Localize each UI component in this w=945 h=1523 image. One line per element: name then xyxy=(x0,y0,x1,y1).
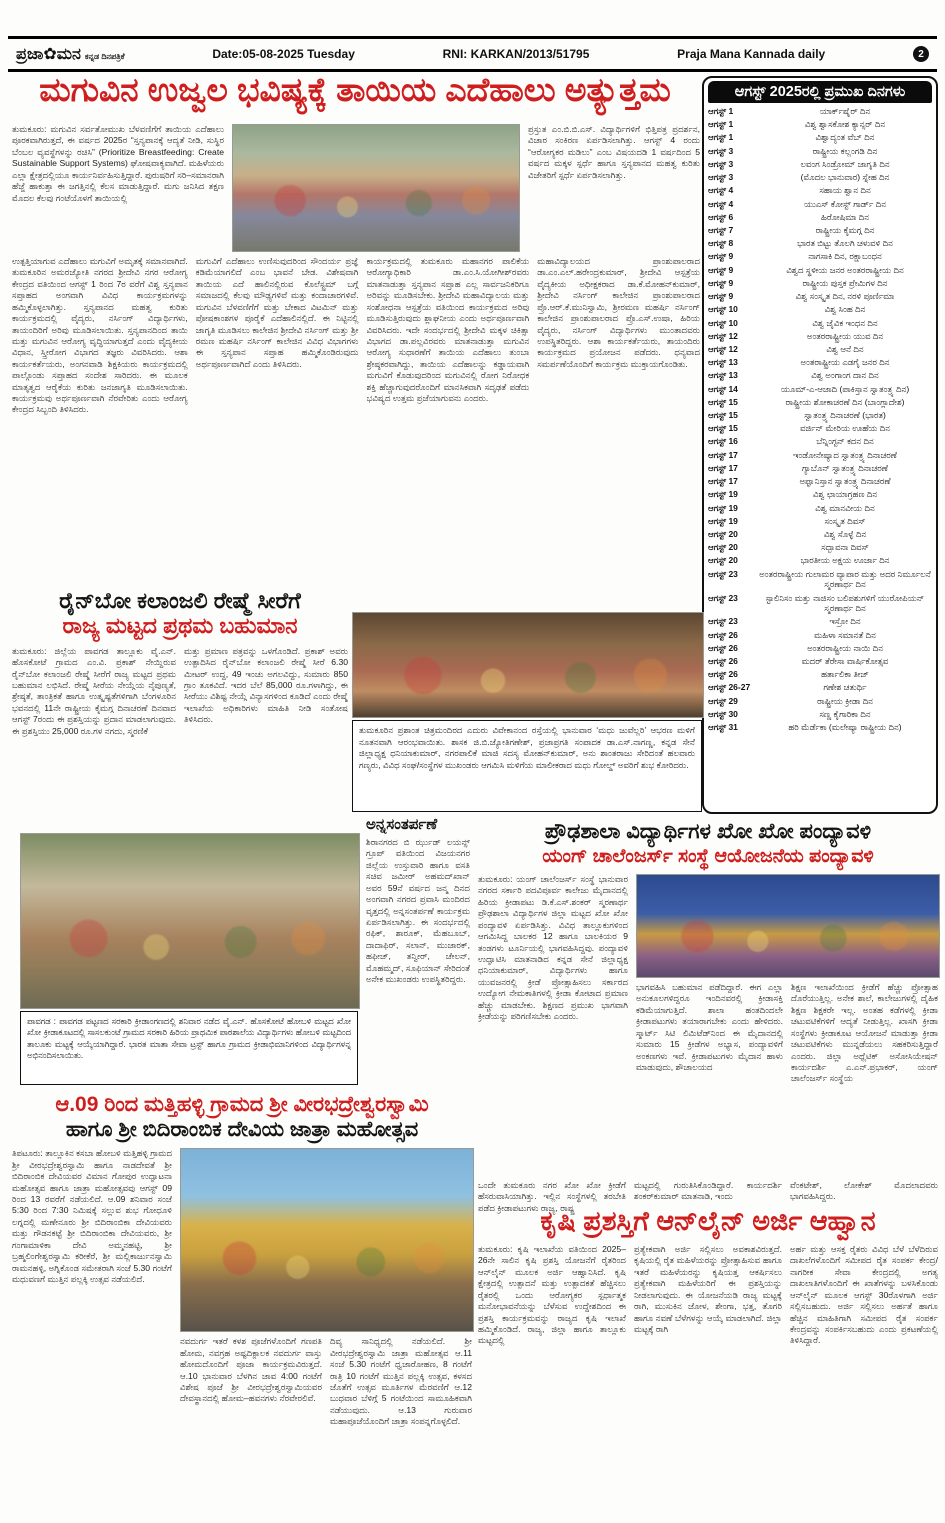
day-date: ಆಗಸ್ಟ್ 20 xyxy=(708,529,738,539)
krishi-column-2: ಪ್ರತ್ಯೇಕವಾಗಿ ಅರ್ಜಿ ಸಲ್ಲಿಸಲು ಅವಕಾಶವಿರುತ್ತದೆ. ಕೃಷಿಯಲ್ಲಿ ರೈತ ಮಹಿಳೆಯರನ್ನು ಪ್ರೋತ್ಸಾಹಿಸುವ ಹಾಗೂ ಇತರೆ ಮಹಿಳೆಯರನ್ನು ಕೃಷಿಯತ್ತ ಆಕರ್ಷಿಸಲು ಪ್ರತ್ಯೇಕವಾಗಿ ಮಹಿಳೆಯರಿಗೆ ಈ ಪ್ರಶಸ್ತಿಯನ್ನು ನೀಡಲಾಗುವುದು. ಈ ಯೋಜನೆಯಡಿ ರಾಜ್ಯ ಮಟ್ಟಕ್ಕೆ ರಾಗಿ, ಮುಸುಕಿನ ಜೋಳ, ಶೇಂಗಾ, ಭತ್ತ, ತೊಗರಿ ಹಾಗೂ ನವಣೆ ಬೆಳೆಗಳನ್ನು ಆಯ್ಕೆ ಮಾಡಲಾಗಿದೆ. ಜಿಲ್ಲಾ ಮಟ್ಟಕ್ಕೆ ರಾಗಿ xyxy=(634,1244,782,1334)
annasantarpane-article xyxy=(366,816,470,1085)
day-date: ಆಗಸ್ಟ್ 10 xyxy=(708,304,738,315)
day-date: ಆಗಸ್ಟ್ 13 xyxy=(708,370,738,381)
sidebar-day-row xyxy=(708,331,932,342)
masthead-date: Date:05-08-2025 Tuesday xyxy=(212,47,355,61)
day-date: ಆಗಸ್ಟ್ 19 xyxy=(708,502,738,513)
day-label: ಹಿರೋಷಿಮಾ ದಿನ xyxy=(821,211,869,222)
sidebar-day-row xyxy=(708,278,932,289)
day-date: ಆಗಸ್ಟ್ 1 xyxy=(708,106,734,116)
day-date: ಆಗಸ್ಟ್ 14 xyxy=(708,383,738,394)
day-label: ವಿಶ್ವಾದ್ಯಂತ ವೆಬ್ ದಿನ xyxy=(815,132,875,143)
sidebar-day-row xyxy=(708,516,932,527)
day-label: ವಿಶ್ವ ಜೈವಿಕ ಇಂಧನ ದಿನ xyxy=(812,317,878,328)
article2-column-2: ಮತ್ತು ಪ್ರಮಾಣ ಪತ್ರವನ್ನು ಒಳಗೊಂಡಿದೆ. ಪ್ರಕಾಶ್ ಅವರು ಉತ್ಪಾದಿಸಿದ ರೈನ್‌ಬೋ ಕಲಾಂಜಲಿ ರೇಷ್ಮೆ ಸೀರೆ 6.30 ಮೀಟರ್ ಉದ್ದ, 49 ಇಂಚು ಅಗಲವಿದ್ದು, ಸುಮಾರು 850 ಗ್ರಾಂ ತೂಕವಿದೆ. ಇದರ ಬೆಲೆ 85,000 ರೂ.ಗಳಾಗಿದ್ದು, ಈ ಸೀರೆಯು ವಿಶಿಷ್ಟ ನೇಯ್ಗೆ ವಿನ್ಯಾಸಗಳಿಂದ ಕೂಡಿದೆ ಎಂದು ರೇಷ್ಮೆ ಇಲಾಖೆಯ ಅಧಿಕಾರಿಗಳು ಮಾಹಿತಿ ನೀಡಿ ಸಂತೋಷ ತಿಳಿಸಿದರು. xyxy=(184,645,348,725)
day-date: ಆಗಸ್ಟ್ 3 xyxy=(708,158,734,169)
day-label: ರಾಷ್ಟ್ರೀಯ ಶೋಕಾಚರಣೆ ದಿನ (ಬಾಂಗ್ಲಾದೇಶ) xyxy=(785,396,905,407)
article1-column-1b: ಉತ್ಪತ್ತಿಯಾಗುವ ಎದೆಹಾಲು ಮಗುವಿಗೆ ಅಮೃತಕ್ಕೆ ಸಮಾನವಾಗಿದೆ. ತುಮಕೂರಿನ ಅಮರಜ್ಯೋತಿ ನಗರದ ಶ್ರೀದೇವಿ ನಗರ ಆರೋಗ್ಯ ಕೇಂದ್ರದ ವತಿಯಿಂದ ಆಗಸ್ಟ್ 1 ರಿಂದ 7ರ ವರೆಗೆ ವಿಶ್ವ ಸ್ತನ್ಯಪಾನ ಸಪ್ತಾಹದ ಅಂಗವಾಗಿ ವಿವಿಧ ಕಾರ್ಯಕ್ರಮಗಳನ್ನು ಹಮ್ಮಿಕೊಳ್ಳಲಾಗಿತ್ತು. ಸ್ತನ್ಯಪಾನದ ಮಹತ್ವ ಕುರಿತು ಕಾರ್ಯಕ್ರಮದಲ್ಲಿ ವೈದ್ಯರು, ನರ್ಸಿಂಗ್ ವಿದ್ಯಾರ್ಥಿಗಳು, ತಾಯಂದಿರಿಗೆ ಅರಿವು ಮೂಡಿಸಲಾಯಿತು. ಸ್ತನ್ಯಪಾನದಿಂದ ತಾಯಿ ಮತ್ತು ಮಗುವಿನ ಆರೋಗ್ಯ ವೃದ್ಧಿಯಾಗುತ್ತದೆ ಎಂದು ವೈದ್ಯಕೀಯ ವಿಧಾನ, ಸ್ತ್ರೀರೋಗ ವಿಭಾಗದ ತಜ್ಞರು ವಿವರಿಸಿದರು. ಆಶಾ ಕಾರ್ಯಕರ್ತೆಯರು, ಅಂಗನವಾಡಿ ಶಿಕ್ಷಕಿಯರು ಕಾರ್ಯಕ್ರಮದಲ್ಲಿ ಪಾಲ್ಗೊಂಡು ಸಪ್ತಾಹದ ಸಂದೇಶ ಸಾರಿದರು. ಈ ಮೂಲಕ ಮಾತೃತ್ವದ ಆರೈಕೆಯ ಕುರಿತು ಜನಜಾಗೃತಿ ಮೂಡಿಸಲಾಯಿತು. ಕಾರ್ಯಕ್ರಮವು ಅರ್ಥಪೂರ್ಣವಾಗಿ ನೆರವೇರಿತು ಎಂದು ಆರೋಗ್ಯ ಕೇಂದ್ರದ ಸಿಬ್ಬಂದಿ ತಿಳಿಸಿದರು. xyxy=(12,256,188,415)
day-date: ಆಗಸ್ಟ್ 10 xyxy=(708,317,738,328)
day-label: ಅಂತರರಾಷ್ಟ್ರೀಯ ಗುಲಾಮರ ವ್ಯಾಪಾರ ಮತ್ತು ಅದರ ನಿರ್ಮೂಲನೆ ಸ್ಮರಣಾರ್ಥ ದಿನ xyxy=(759,568,931,590)
logo-text: ಪ್ರಜಾ✿ಮನ xyxy=(16,46,81,63)
sidebar-day-row xyxy=(708,669,932,680)
article1-column-1a: ತುಮಕೂರು: ಮಗುವಿನ ಸರ್ವತೋಮುಖ ಬೆಳವಣಿಗೆಗೆ ತಾಯಿಯ ಎದೆಹಾಲು ಪೂರಕವಾಗಿರುತ್ತದೆ, ಈ ವರ್ಷದ 2025ರ “ಸ್ತನ್ಯಪಾನಕ್ಕೆ ಆದ್ಯತೆ ನೀಡಿ, ಸುಸ್ಥಿರ ಬೆಂಬಲ ವ್ಯವಸ್ಥೆಗಳನ್ನು ರಚಿಸಿ” (Prioritize Breastfeeding: Create Sustainable Support Systems) ಘೋಷವಾಕ್ಯವಾಗಿದೆ. ಮಹಿಳೆಯರು ಎಲ್ಲಾ ಕ್ಷೇತ್ರದಲ್ಲಿಯೂ ಕಾರ್ಯನಿರ್ವಹಿಸುತ್ತಿದ್ದಾರೆ. ಪುರುಷರಿಗೆ ಸರಿ–ಸಮಾನರಾಗಿ ಹೆಜ್ಜೆ ಹಾಕುತ್ತಾ ಈ ಜಗತ್ತಿನಲ್ಲಿ ಕೆಲಸ ಮಾಡುತ್ತಿದ್ದಾರೆ. ಮಗು ಜನಿಸಿದ ತಕ್ಷಣ ಮೊದಲ ಕೆಲವು ಗಂಟೆಯೊಳಗೆ ತಾಯಿಯಲ್ಲಿ xyxy=(12,124,224,203)
day-date: ಆಗಸ್ಟ್ 19 xyxy=(708,489,738,500)
sidebar-day-row xyxy=(708,476,932,487)
day-label: ಯುಎಸ್ ಕೋಸ್ಟ್ ಗಾರ್ಡ್ ದಿನ xyxy=(804,198,886,209)
day-label: ಭಾರತ ಬಿಟ್ಟು ತೊಲಗಿ ಚಳುವಳಿ ದಿನ xyxy=(797,238,893,249)
day-label: ಸ್ವಾತಂತ್ರ್ಯ ದಿನಾಚರಣೆ (ಭಾರತ) xyxy=(804,410,886,421)
day-date: ಆಗಸ್ಟ್ 7 xyxy=(708,224,734,235)
article1-column-3: ಕಾರ್ಯಕ್ರಮದಲ್ಲಿ ತುಮಕೂರು ಮಹಾನಗರ ಪಾಲಿಕೆಯ ಆರೋಗ್ಯಾಧಿಕಾರಿ ಡಾ.ಎಂ.ಸಿ.ಯೋಗೀಶ್‌ರವರು ಮಾತನಾಡುತ್ತಾ ಸ್ತನ್ಯಪಾನ ಸಪ್ತಾಹ ಎಲ್ಲ ಸಾರ್ವಜನಿಕರಿಗೂ ಅರಿವನ್ನು ಮೂಡಿಸಬೇಕು. ಶ್ರೀದೇವಿ ಮಹಾವಿದ್ಯಾಲಯ ಮತ್ತು ಸಂಶೋಧನಾ ಆಸ್ಪತ್ರೆಯ ವತಿಯಿಂದ ಕಾರ್ಯಕ್ರಮದ ಅರಿವು ಮೂಡಿಸುತ್ತಿರುವುದು ಶ್ಲಾಘನೀಯ ಎಂದು ಅರ್ಥಪೂರ್ಣವಾಗಿ ವಿವರಿಸಿದರು. ಇದೇ ಸಂದರ್ಭದಲ್ಲಿ ಶ್ರೀದೇವಿ ಮಕ್ಕಳ ಚಿಕಿತ್ಸಾ ವಿಭಾಗದ ಡಾ.ಪಲ್ಲವಿರವರು ಮಾತನಾಡುತ್ತಾ ಮಗುವಿನ ಆರೋಗ್ಯ ಸುಧಾರಣೆಗೆ ತಾಯಿಯ ಎದೆಹಾಲು ತುಂಬಾ ಶ್ರೇಷ್ಠಕರವಾಗಿದ್ದು, ತಾಯಿಯ ಎದೆಹಾಲನ್ನು ಕಡ್ಡಾಯವಾಗಿ ಮಗುವಿಗೆ ಕೊಡುವುದರಿಂದ ಮಗುವಿನಲ್ಲಿ ರೋಗ ನಿರೋಧಕ ಶಕ್ತಿ ಹೆಚ್ಚಾಗುವುದರೊಂದಿಗೆ ಮಾನಸಿಕವಾಗಿ ಸದೃಢತೆ ಪಡೆದು ಭವಿಷ್ಯದ ಉತ್ತಮ ಪ್ರಜೆಯಾಗುವನು ಎಂದರು. xyxy=(366,256,530,404)
krishi-column-1: ತುಮಕೂರು: ಕೃಷಿ ಇಲಾಖೆಯ ವತಿಯಿಂದ 2025–26ನೇ ಸಾಲಿನ ಕೃಷಿ ಪ್ರಶಸ್ತಿ ಯೋಜನೆಗೆ ರೈತರಿಂದ ಆನ್‌ಲೈನ್ ಮೂಲಕ ಅರ್ಜಿ ಆಹ್ವಾನಿಸಿದೆ. ಕೃಷಿ ಕ್ಷೇತ್ರದಲ್ಲಿ ಉತ್ಪಾದನೆ ಮತ್ತು ಉತ್ಪಾದಕತೆ ಹೆಚ್ಚಿಸಲು ರೈತರಲ್ಲಿ ಒಂದು ಆರೋಗ್ಯಕರ ಸ್ಪರ್ಧಾತ್ಮಕ ಮನೋಭಾವನೆಯನ್ನು ಬೆಳೆಸುವ ಉದ್ದೇಶದಿಂದ ಈ ಪ್ರಶಸ್ತಿ ಕಾರ್ಯಕ್ರಮವನ್ನು ರಾಜ್ಯದ ಕೃಷಿ ಇಲಾಖೆ ಹಮ್ಮಿಕೊಂಡಿದೆ. ರಾಜ್ಯ, ಜಿಲ್ಲಾ ಹಾಗೂ ತಾಲ್ಲೂಕು ಮಟ್ಟದಲ್ಲಿ xyxy=(478,1244,626,1346)
day-date: ಆಗಸ್ಟ್ 15 xyxy=(708,410,738,421)
day-label: ಸಹಾಯ ಶ್ವಾನ ದಿನ xyxy=(819,185,871,196)
temple-gopuram-photo xyxy=(180,1148,474,1332)
annasantarpane-body: ಶಿರಾನಗರದ ಬಿ ರ್ಝುಡ್ ಲಯನ್ಸ್ ಗ್ರೂಪ್ ವತಿಯಿಂದ ವಿಜಯನಗರ ಜಿಲ್ಲೆಯ ಉಸ್ತುವಾರಿ ಹಾಗೂ ವಸತಿ ಸಚಿವ ಜಮೀರ್ ಅಹಮದ್‌ಖಾನ್ ಅವರ 59ನೆ ವರ್ಷದ ಜನ್ಮ ದಿನದ ಅಂಗವಾಗಿ ನಗರದ ಪ್ರವಾಸಿ ಮಂದಿರದ ವೃತ್ತದಲ್ಲಿ ಅನ್ನಸಂತರ್ಪಣೆ ಕಾರ್ಯಕ್ರಮ ಏರ್ಪಡಿಸಲಾಗಿತ್ತು. ಈ ಸಂದರ್ಭದಲ್ಲಿ ರಫಿಕ್, ಶಾರೂಕ್, ಮೆಹಬೂಬ್, ದಾದಾಫಿರ್, ಸಲಾನ್, ಮುಜಾರಕ್, ಹಫೀಜ್, ತನ್ವೀರ್, ಚೇಲನ್, ಮೊಹಮ್ಮದ್, ಸೂಫಿಯಾನ್ ಸೇರಿದಂತೆ ಅನೇಕ ಮುಖಂಡರು ಉಪಸ್ಥಿತರಿದ್ದರು. xyxy=(366,837,470,985)
annasantarpane-headline: ಅನ್ನಸಂತರ್ಪಣೆ xyxy=(366,816,438,833)
sidebar-day-row xyxy=(708,529,932,540)
krishi-article xyxy=(478,1206,938,1500)
article1-column-2: ಮಗುವಿಗೆ ಎದೆಹಾಲು ಉಣಿಸುವುದರಿಂದ ಸೌಂದರ್ಯ ಪ್ರಜ್ಞೆ ಕಡಿಮೆಯಾಗಲಿದೆ ಎಂಬ ಭಾವನೆ ಬೇಡ. ವಿಶೇಷವಾಗಿ ತಾಯಿಯ ಎದೆ ಹಾಲಿನಲ್ಲಿರುವ ಕೊಲೆಸ್ಟ್ರಮ್ ಬಗ್ಗೆ ಸಮಾಜದಲ್ಲಿ ಕೆಲವು ಮೌಢ್ಯಗಳಿವೆ ಮತ್ತು ಕಂದಾಚಾರಗಳಿವೆ. ಮಗುವಿನ ಬೆಳವಣಿಗೆಗೆ ಮತ್ತು ಬೇಕಾದ ವಿಟಮಿನ್ ಮತ್ತು ಪೋಷಕಾಂಶಗಳ ಪೂರೈಕೆ ಎದೆಹಾಲಿನಲ್ಲಿದೆ. ಈ ನಿಟ್ಟಿನಲ್ಲಿ ಜಾಗೃತಿ ಮೂಡಿಸಲು ಕಾಲೇಜಿನ ಶ್ರೀದೇವಿ ನರ್ಸಿಂಗ್ ಮತ್ತು ಶ್ರೀ ರಮಣ ಮಹರ್ಷಿ ನರ್ಸಿಂಗ್ ಕಾಲೇಜಿನ ವಿವಿಧ ವಿಭಾಗಗಳು ಈ ಸ್ತನ್ಯಪಾನ ಸಪ್ತಾಹ ಹಮ್ಮಿಕೊಂಡಿರುವುದು ಅರ್ಥಪೂರ್ಣವಾಗಿದೆ ಎಂದು ತಿಳಿಸಿದರು. xyxy=(195,256,359,369)
day-date: ಆಗಸ್ಟ್ 13 xyxy=(708,357,738,368)
khokho-subheadline: ಯಂಗ್ ಚಾಲೆಂಜರ್ಸ್ ಸಂಸ್ಥೆ ಆಯೋಜನೆಯ ಪಂದ್ಯಾವಳಿ xyxy=(542,846,874,867)
day-date: ಆಗಸ್ಟ್ 6 xyxy=(708,211,734,222)
day-label: ಇಸ್ರೋ ದಿನ xyxy=(829,616,861,627)
day-label: ವಿಶ್ವ ಆನೆ ದಿನ xyxy=(826,343,864,354)
day-date: ಆಗಸ್ಟ್ 26 xyxy=(708,656,738,666)
jewelry-news-block xyxy=(352,612,702,812)
day-label: ಅಂತರಾಷ್ಟ್ರೀಯ ಎಡಗೈ ಜನರ ದಿನ xyxy=(800,357,890,368)
article2-headline-line2: ರಾಜ್ಯ ಮಟ್ಟದ ಪ್ರಥಮ ಬಹುಮಾನ xyxy=(62,613,298,639)
day-label: ವಿಶ್ವ ಸೊಳ್ಳೆ ದಿನ xyxy=(823,529,867,539)
sidebar-day-row xyxy=(708,318,932,329)
sidebar-day-row xyxy=(708,463,932,474)
article1-top-row xyxy=(12,124,700,250)
day-date: ಆಗಸ್ಟ್ 9 xyxy=(708,277,734,288)
sidebar-day-row xyxy=(708,238,932,249)
jatra-column-1: ತಿಪಟೂರು: ತಾಲ್ಲೂಕಿನ ಕಸಬಾ ಹೋಬಳಿ ಮತ್ತಿಹಳ್ಳಿ ಗ್ರಾಮದ ಶ್ರೀ ವೀರಭದ್ರೇಶ್ವರಸ್ವಾಮಿ ಹಾಗೂ ನಾಡದೇವತೆ ಶ್ರೀ ಬಿದಿರಾಂಬಿಕ ದೇವಿಯವರ ವಿಮಾನ ಗೋಪುರ ಉದ್ಘಾಟನಾ ಮಹೋತ್ಸವ ಹಾಗೂ ಜಾತ್ರಾ ಮಹೋತ್ಸವವು ಆಗಸ್ಟ್ 09 ರಿಂದ 13 ರವರೆಗೆ ನಡೆಯಲಿದೆ. ಆ.09 ಶನಿವಾರ ಸಂಜೆ 5:30 ರಿಂದ 7:30 ನಿಮಿಷಕ್ಕೆ ಸಲ್ಲುವ ಶುಭ ಗೋಧೂಳಿ ಲಗ್ನದಲ್ಲಿ ಮಣೇನೂರು ಶ್ರೀ ಬಿದಿರಾಂಬಿಕಾ ದೇವಿಯವರು ಮತ್ತು ಗೌಡನಕಟ್ಟೆ ಶ್ರೀ ಬಿದಿರಾಂಬಿಕಾ ದೇವಿಯವರು, ಶ್ರೀ ಗಂಗಾಮಾಳಿಕಾ ದೇವಿ ಅಮ್ಮನಹಟ್ಟಿ, ಶ್ರೀ ಬ್ರಹ್ಮಲಿಂಗೇಶ್ವರಸ್ವಾಮಿ ಕರೀಕೆರೆ, ಶ್ರೀ ಮಲ್ಲಿಕಾರ್ಜುನಸ್ವಾಮಿ ರಾಮನಹಳ್ಳಿ, ಅಗ್ನಿಕೊಂಡ ಸಮೇತರಾಗಿ ಸಂಜೆ 5.30 ಗಂಟೆಗೆ ಮಧುವಣಗೆ ಮುತ್ತಿನ ಪಲ್ಲಕ್ಕಿ ಉತ್ಸವ ನಡೆಯಲಿದೆ. xyxy=(12,1148,172,1285)
sidebar-day-row xyxy=(708,185,932,196)
day-label: ನಾಗಸಾಕಿ ದಿನ, ರಕ್ಷಾಬಂಧನ xyxy=(808,251,882,262)
khokho-column-3: ಶಿಕ್ಷಣ ಇಲಾಖೆಯಿಂದ ಕ್ರೀಡೆಗೆ ಹೆಚ್ಚು ಪ್ರೋತ್ಸಾಹ ದೊರೆಯುತ್ತಿಲ್ಲ. ಅನೇಕ ಶಾಲೆ, ಕಾಲೇಜುಗಳಲ್ಲಿ ದೈಹಿಕ ಶಿಕ್ಷಣ ಶಿಕ್ಷಕರೇ ಇಲ್ಲ. ಅಂತಹ ಕಡೆಗಳಲ್ಲಿ ಕ್ರೀಡಾ ಚಟುವಟಿಕೆಗಳಿಗೆ ಆದ್ಯತೆ ನೀಡುತ್ತಿಲ್ಲ. ಖಾಸಗಿ ಕ್ರೀಡಾ ಸಂಸ್ಥೆಗಳು ಕ್ರೀಡಾಕೂಟ ಆಯೋಜನೆ ಮಾಡುತ್ತಾ ಕ್ರೀಡಾ ಚಟುವಟಿಕೆಗಳು ಮುನ್ನಡೆಯಲು ಸಹಕರಿಸುತ್ತಿದ್ದಾರೆ ಎಂದರು. ಜಿಲ್ಲಾ ಅಥ್ಲೆಟಿಕ್ ಅಸೋಸಿಯೇಷನ್ ಕಾರ್ಯದರ್ಶಿ ಎ.ಎನ್.ಪ್ರಭಾಕರ್, ಯಂಗ್ ಚಾಲೆಂಜರ್ಸ್ ಸಂಸ್ಥೆಯ xyxy=(791,982,938,1084)
masthead-paper-name: Praja Mana Kannada daily xyxy=(677,47,826,61)
sidebar-day-row xyxy=(708,304,932,315)
day-label: ಅಂತರರಾಷ್ಟ್ರೀಯ ಯುವ ದಿನ xyxy=(806,330,884,341)
article2-column-1: ತುಮಕೂರು: ಜಿಲ್ಲೆಯ ಪಾವಗಡ ತಾಲ್ಲೂಕು ವೈ.ಎನ್. ಹೊಸಕೋಟೆ ಗ್ರಾಮದ ಎಂ.ವಿ. ಪ್ರಕಾಶ್ ನೇಯ್ದಿರುವ ರೈನ್‌ಬೋ ಕಲಾಂಜಲಿ ರೇಷ್ಮೆ ಸೀರೆಗೆ ರಾಜ್ಯ ಮಟ್ಟದ ಪ್ರಥಮ ಬಹುಮಾನ ಲಭಿಸಿದೆ. ರೇಷ್ಮೆ ಸೀರೆಯ ನೇಯ್ಗೆಯ ನೈಪುಣ್ಯತೆ, ಶ್ರೇಷ್ಠತೆ, ತಾಂತ್ರಿಕತೆ ಹಾಗೂ ಉತ್ಕೃಷ್ಟತೆಗಳಿಗಾಗಿ ಬೆಂಗಳೂರಿನ ಭವನದಲ್ಲಿ 11ನೇ ರಾಷ್ಟ್ರೀಯ ಕೈಮಗ್ಗ ದಿನಾಚರಣೆ ದಿನವಾದ ಆಗಸ್ಟ್ 7ರಂದು ಈ ಪ್ರಶಸ್ತಿಯನ್ನು ಪ್ರದಾನ ಮಾಡಲಾಗುವುದು. ಈ ಪ್ರಶಸ್ತಿಯು 25,000 ರೂ.ಗಳ ನಗದು, ಸ್ಮರಣಿಕೆ xyxy=(12,645,176,736)
jatra-article xyxy=(12,1092,472,1492)
sidebar-day-row xyxy=(708,410,932,421)
page-number-badge: 2 xyxy=(913,46,929,62)
day-label: ರಾಷ್ಟ್ರೀಯ ಪುಸ್ತಕ ಪ್ರೇಮಿಗಳ ದಿನ xyxy=(802,277,888,288)
day-label: ಹರ್ತಾಲಿಕಾ ತೀಜ್ xyxy=(821,669,869,680)
masthead-rni: RNI: KARKAN/2013/51795 xyxy=(442,47,590,61)
students-photo-caption: ಪಾವಗಡ : ಪಾವಗಡ ಪಟ್ಟಣದ ಸರಕಾರಿ ಕ್ರೀಡಾಂಗಣದಲ್ಲಿ ಶನಿವಾರ ನಡೆದ ವೈ.ಎನ್. ಹೊಸಕೋಟೆ ಹೋಬಳಿ ಮಟ್ಟದ ಖೋ ಖೋ ಕ್ರೀಡಾಕೂಟದಲ್ಲಿ ಸಾಸಲಕುಂಟೆ ಗ್ರಾಮದ ಸರಕಾರಿ ಹಿರಿಯ ಪ್ರಾಥಮಿಕ ಪಾಠಶಾಲೆಯ ವಿದ್ಯಾರ್ಥಿಗಳು ಹೋಬಳಿ ಮಟ್ಟದಿಂದ ತಾಲೂಕು ಮಟ್ಟಕ್ಕೆ ಆಯ್ಕೆಯಾಗಿದ್ದಾರೆ. ಭಾರತ ಮಾತಾ ಸೇವಾ ಟ್ರಸ್ಟ್ ಹಾಗೂ ಗ್ರಾಮದ ಕ್ರೀಡಾಭಿಮಾನಿಗಳಿಂದ ವಿದ್ಯಾರ್ಥಿಗಳನ್ನ ಅಭಿನಂದಿಸಲಾಯಿತು. xyxy=(20,1011,358,1085)
sidebar-day-row xyxy=(708,423,932,434)
day-date: ಆಗಸ್ಟ್ 4 xyxy=(708,198,734,209)
day-label: ಲವಂಗ ಸಿಂಡ್ರೋಮ್ ಜಾಗೃತಿ ದಿನ xyxy=(800,158,890,169)
sidebar-day-row xyxy=(708,709,932,720)
day-date: ಆಗಸ್ಟ್ 12 xyxy=(708,343,738,354)
sidebar-day-row xyxy=(708,593,932,614)
sidebar-day-row xyxy=(708,450,932,461)
khokho-tail-1: ಒಂದೇ ತುಮಕೂರು ನಗರ ಖೋ ಖೋ ಕ್ರೀಡೆಗೆ ಹೆಸರುವಾಸಿಯಾಗಿತ್ತು. ಇಲ್ಲಿನ ಸಂಸ್ಥೆಗಳಲ್ಲಿ ತರಬೇತಿ ಪಡೆದ ಕ್ರೀಡಾಪಟುಗಳು ರಾಜ್ಯ, ರಾಷ್ಟ್ರ xyxy=(478,1180,626,1213)
article2-saree xyxy=(12,588,348,810)
khokho-column-1: ತುಮಕೂರು: ಯಂಗ್ ಚಾಲೆಂಜರ್ಸ್ ಸಂಸ್ಥೆ ಭಾನುವಾರ ನಗರದ ಸರ್ಕಾರಿ ಪದವಿಪೂರ್ವ ಕಾಲೇಜು ಮೈದಾನದಲ್ಲಿ ಹಿರಿಯ ಕ್ರೀಡಾಪಟು ಡಿ.ಕೆ.ಎಸ್.ಶಂಕರ್ ಸ್ಮರಣಾರ್ಥ ಪ್ರೌಢಶಾಲಾ ವಿದ್ಯಾರ್ಥಿಗಳ ಜಿಲ್ಲಾ ಮಟ್ಟದ ಖೋ ಖೋ ಪಂದ್ಯಾವಳಿ ಏರ್ಪಡಿಸಿತ್ತು. ವಿವಿಧ ತಾಲ್ಲೂಕುಗಳಿಂದ ಆಗಮಿಸಿದ್ದ ಬಾಲಕರ 12 ಹಾಗೂ ಬಾಲಕಿಯರ 9 ತಂಡಗಳು ಟೂರ್ನಿಯಲ್ಲಿ ಭಾಗವಹಿಸಿದ್ದವು. ಪಂದ್ಯಾವಳಿ ಉದ್ಘಾಟಿಸಿ ಮಾತನಾಡಿದ ಕನ್ನಡ ಸೇನೆ ಜಿಲ್ಲಾಧ್ಯಕ್ಷ ಧನಿಯಾಕುಮಾರ್, ವಿದ್ಯಾರ್ಥಿಗಳು ಹಾಗೂ ಯುವಜನರಲ್ಲಿ ಕ್ರೀಡೆ ಪ್ರೋತ್ಸಾಹಿಸಲು ಸರ್ಕಾರದ ಉದ್ಯೋಗ ನೇಮಕಾತಿಗಳಲ್ಲಿ ಕ್ರೀಡಾ ಕೋಟಾದ ಪ್ರಮಾಣ ಹೆಚ್ಚು ಮಾಡಬೇಕು. ಶಿಕ್ಷಣದ ಪ್ರಮುಖ ಭಾಗವಾಗಿ ಕ್ರೀಡೆಯನ್ನು ಪರಿಗಣಿಸಬೇಕು ಎಂದರು. xyxy=(478,874,628,1022)
day-label: ರಾಷ್ಟ್ರೀಯ ಕಲ್ಲಂಗಡಿ ದಿನ xyxy=(812,145,878,156)
khokho-tail-3: ವೆಂಕಟೇಶ್, ಲೋಕೇಶ್ ಮೊದಲಾದವರು ಭಾಗವಹಿಸಿದ್ದರು. xyxy=(790,1180,938,1202)
day-date: ಆಗಸ್ಟ್ 9 xyxy=(708,264,734,275)
sidebar-day-row xyxy=(708,569,932,590)
day-date: ಆಗಸ್ಟ್ 9 xyxy=(708,291,734,302)
logo-subtext: ಕನ್ನಡ ದಿನಪತ್ರಿಕೆ xyxy=(84,52,125,61)
krishi-column-3: ಅರ್ಹ ಮತ್ತು ಆಸಕ್ತ ರೈತರು ವಿವಿಧ ಬೆಳೆ ಬೆಳೆದಿರುವ ದಾಖಲೆಗಳೊಂದಿಗೆ ಸಮೀಪದ ರೈತ ಸಂಪರ್ಕ ಕೇಂದ್ರ/ ನಾಗರೀಕ ಸೇವಾ ಕೇಂದ್ರದಲ್ಲಿ ಅಗತ್ಯ ದಾಖಲಾತಿಗಳೊಂದಿಗೆ ಈ ಖಾತೆಗಳನ್ನು ಬಳಸಿಕೊಂಡು ಆನ್‌ಲೈನ್ ಮೂಲಕ ಆಗಸ್ಟ್ 30ರೊಳಗಾಗಿ ಅರ್ಜಿ ಸಲ್ಲಿಸಬಹುದು. ಅರ್ಜಿ ಸಲ್ಲಿಸಲು ಅರ್ಹತೆ ಹಾಗೂ ಹೆಚ್ಚಿನ ಮಾಹಿತಿಗಾಗಿ ಸಮೀಪದ ರೈತ ಸಂಪರ್ಕ ಕೇಂದ್ರವನ್ನು ಸಂಪರ್ಕಿಸಬಹುದು ಎಂದು ಪ್ರಕಟಣೆಯಲ್ಲಿ ತಿಳಿಸಿದ್ದಾರೆ. xyxy=(790,1244,938,1346)
day-date: ಆಗಸ್ಟ್ 30 xyxy=(708,708,738,719)
day-label: ಸಂಸ್ಕೃತ ದಿವಸ್ xyxy=(824,515,866,526)
day-label: ಮಹಿಳಾ ಸಮಾನತೆ ದಿನ xyxy=(814,629,876,640)
day-label: ವಿಶ್ವ ಅಂಗಾಂಗ ದಾನ ದಿನ xyxy=(811,370,879,381)
day-label: ರಾಷ್ಟ್ರೀಯ ಕೈಮಗ್ಗ ದಿನ xyxy=(815,224,875,235)
students-group-photo xyxy=(20,833,360,1009)
important-days-sidebar xyxy=(702,76,938,814)
day-date: ಆಗಸ್ಟ್ 26-27 xyxy=(708,682,751,693)
day-label: ವಿಶ್ವ ಸಿಂಹ ದಿನ xyxy=(824,304,866,315)
day-label: ಸದ್ಭಾವನಾ ದಿವಸ್ xyxy=(821,542,869,553)
day-date: ಆಗಸ್ಟ್ 1 xyxy=(708,119,734,130)
main-headline: ಮಗುವಿನ ಉಜ್ವಲ ಭವಿಷ್ಯಕ್ಕೆ ತಾಯಿಯ ಎದೆಹಾಲು ಅತ್ಯುತ್ತಮ xyxy=(39,71,671,108)
sidebar-day-row xyxy=(708,643,932,654)
day-date: ಆಗಸ್ಟ್ 15 xyxy=(708,423,738,434)
day-label: ವರ್ಜಿನ್ ಮೇರಿಯ ಊಹೆಯ ದಿನ xyxy=(800,423,890,434)
sidebar-day-row xyxy=(708,225,932,236)
day-date: ಆಗಸ್ಟ್ 23 xyxy=(708,592,738,603)
jewelry-shop-opening-photo xyxy=(352,612,704,718)
sidebar-day-row xyxy=(708,555,932,566)
sidebar-day-row xyxy=(708,119,932,130)
sidebar-day-row xyxy=(708,696,932,707)
day-label: ಹರಿ ಮೆರ್ಡೆಕಾ (ಮಲೇಷ್ಯಾ ರಾಷ್ಟ್ರೀಯ ದಿನ) xyxy=(788,722,902,733)
article2-headline-line1: ರೈನ್‌ಬೋ ಕಲಾಂಜಲಿ ರೇಷ್ಮೆ ಸೀರೆಗೆ xyxy=(59,588,301,613)
day-date: ಆಗಸ್ಟ್ 26 xyxy=(708,669,738,680)
sidebar-day-row xyxy=(708,159,932,170)
day-label: ಬೆನ್ನಿಂಗ್ಟನ್ ಕದನ ದಿನ xyxy=(816,436,874,447)
jatra-column-2: ನವದುರ್ಗ ಇತರೆ ಕಳಶ ಪೂಜೆಗಳೊಂದಿಗೆ ಗಣಪತಿ ಹೋಮ, ನವಗ್ರಹ ಅಷ್ಟದಿಕ್ಪಾಲಕ ನವದುರ್ಗ ವಾಸ್ತು ಹೋಮದೊಂದಿಗೆ ಪೂಜಾ ಕಾರ್ಯಕ್ರಮವಿರುತ್ತದೆ. ಆ.10 ಭಾನುವಾರ ಬೆಳಗಿನ ಜಾವ 4:00 ಗಂಟೆಗೆ ವಿಶೇಷ ಪೂಜೆ ಶ್ರೀ ವೀರಭದ್ರೇಶ್ವರಸ್ವಾಮಿಯವರ ದೇವಸ್ಥಾನದಲ್ಲಿ ಹೋಮ–ಹವನಗಳು ನೆರವೇರಲಿವೆ. xyxy=(180,1336,322,1404)
day-date: ಆಗಸ್ಟ್ 19 xyxy=(708,515,738,526)
sidebar-day-row xyxy=(708,370,932,381)
day-label: ಗ್ಯಾಬೊನ್ ಸ್ವಾತಂತ್ರ್ಯ ದಿನಾಚರಣೆ xyxy=(802,462,888,473)
sidebar-day-row xyxy=(708,146,932,157)
day-date: ಆಗಸ್ಟ್ 3 xyxy=(708,145,734,156)
kho-kho-winners-block xyxy=(20,833,358,1085)
day-label: ವಿಶ್ವ ಸಂಸ್ಕೃತ ದಿನ, ನರಳಿ ಪೂರ್ಣಿಮಾ xyxy=(795,291,895,302)
sidebar-day-row xyxy=(708,682,932,693)
day-date: ಆಗಸ್ಟ್ 20 xyxy=(708,542,738,553)
day-date: ಆಗಸ್ಟ್ 4 xyxy=(708,185,734,196)
day-date: ಆಗಸ್ಟ್ 20 xyxy=(708,555,738,566)
jewelry-photo-caption: ತುಮಕೂರಿನ ಪ್ರಶಾಂತ ಚಿತ್ರಮಂದಿರದ ಎದುರು ವಿವೇಕಾನಂದ ರಸ್ತೆಯಲ್ಲಿ ಭಾನುವಾರ ‘ಮಧು ಜುವೆಲ್ಲರಿ’ ಆಭರಣ ಮಳಿಗೆ ನೂತನವಾಗಿ ಆರಂಭವಾಯಿತು. ಶಾಸಕ ಜಿ.ಬಿ.ಜ್ಯೋತಿಗಣೇಶ್, ಪ್ರಜಾಪ್ರಗತಿ ಸಂಪಾದಕ ಡಾ.ಎಸ್.ನಾಗಣ್ಣ, ಕನ್ನಡ ಸೇನೆ ಜಿಲ್ಲಾಧ್ಯಕ್ಷ ಧನಿಯಾಕುಮಾರ್, ನಗರಪಾಲಿಕೆ ಮಾಜಿ ಸದಸ್ಯ ಮೋಹನ್‌ಕುಮಾರ್, ಅನು ಶಾಂತರಾಜು ಸೇರಿದಂತೆ ಹಲವಾರು ಗಣ್ಯರು, ವಿವಿಧ ಸಂಘ/ಸಂಸ್ಥೆಗಳ ಮುಖಂಡರು ಆಗಮಿಸಿ ಮಳಿಗೆಯ ಮಾಲೀಕರಾದ ಮಧು ಗೋಲ್ಡ್ ಅವರಿಗೆ ಶುಭ ಕೋರಿದರು. xyxy=(352,720,702,812)
day-label: ವಿಶ್ವ ಛಾಯಾಗ್ರಹಣ ದಿನ xyxy=(812,489,878,500)
article1-bottom-row xyxy=(12,256,700,582)
jatra-column-3: ದಿವ್ಯ ಸಾನಿಧ್ಯದಲ್ಲಿ ನಡೆಯಲಿದೆ. ಶ್ರೀ ವೀರಭದ್ರೇಶ್ವರಸ್ವಾಮಿ ಜಾತ್ರಾ ಮಹೋತ್ಸವ ಆ.11 ಸಂಜೆ 5.30 ಗಂಟೆಗೆ ಧ್ವಜಾರೋಹಣ, 8 ಗಂಟೆಗೆ ರಾತ್ರಿ 10 ಗಂಟೆಗೆ ಮುತ್ತಿನ ಪಲ್ಲಕ್ಕಿ ಉತ್ಸವ, ಕಳಸದ ಜೊತೆಗೆ ಉತ್ಸವ ಮೂರ್ತಿಗಳ ಮೆರವಣಿಗೆ ಆ.12 ಬುಧವಾರ ಬೆಳಿಗ್ಗೆ 5 ಗಂಟೆಯಿಂದ ಸಾಮೂಹಿಕವಾಗಿ ನಡೆಯುವುದು. ಆ.13 ಗುರುವಾರ ಮಹಾಪೂಜೆಯೊಂದಿಗೆ ಜಾತ್ರಾ ಸಂಪನ್ನಗೊಳ್ಳಲಿದೆ. xyxy=(330,1336,472,1427)
day-label: (ಮೊದಲ ಭಾನುವಾರ) ಸ್ನೇಹ ದಿನ xyxy=(800,172,890,183)
khokho-tail-2: ಮಟ್ಟದಲ್ಲಿ ಗುರುತಿಸಿಕೊಂಡಿದ್ದಾರೆ. ಕಾರ್ಯದರ್ಶಿ ಶಂಕರ್‌ಕುಮಾರ್ ಮಾತನಾಡಿ, ಇಂದು xyxy=(634,1180,782,1202)
day-date: ಆಗಸ್ಟ್ 26 xyxy=(708,629,738,640)
day-date: ಆಗಸ್ಟ್ 15 xyxy=(708,396,738,407)
sidebar-day-row xyxy=(708,630,932,641)
article1-column-4a: ಪ್ರಸ್ತುತ ಎಂ.ಬಿ.ಬಿ.ಎಸ್. ವಿದ್ಯಾರ್ಥಿಗಳಿಗೆ ಭಿತ್ತಿಪತ್ರ ಪ್ರದರ್ಶನ, ವಿಚಾರ ಸಂಕಿರಣ ಏರ್ಪಡಿಸಲಾಗಿತ್ತು. ಆಗಸ್ಟ್ 4 ರಂದು “ಆರೋಗ್ಯಕರ ಮಡಿಲು” ಎಂಬ ವಿಷಯದಡಿ 1 ವರ್ಷದಿಂದ 5 ವರ್ಷದ ಮಕ್ಕಳ ಸ್ಪರ್ಧೆ ಹಾಗೂ ಸ್ತನ್ಯಪಾನದ ಮಹತ್ವ ಕುರಿತು ವಿಜೇತರಿಗೆ ಸ್ಪರ್ಧೆ ಏರ್ಪಡಿಸಲಾಗಿತ್ತು. xyxy=(528,124,700,180)
day-date: ಆಗಸ್ಟ್ 9 xyxy=(708,251,734,262)
sidebar-day-row xyxy=(708,251,932,262)
sidebar-day-row xyxy=(708,436,932,447)
day-label: ರಾಷ್ಟ್ರೀಯ ಕ್ರೀಡಾ ದಿನ xyxy=(817,695,873,706)
day-date: ಆಗಸ್ಟ್ 17 xyxy=(708,476,738,487)
day-label: ಮದರ್ ತೆರೇಸಾ ವಾರ್ಷಿಕೋತ್ಸವ xyxy=(801,656,889,666)
sidebar-day-row xyxy=(708,199,932,210)
day-label: ವಿಶ್ವದ ಸ್ಥಳೀಯ ಜನರ ಅಂತರರಾಷ್ಟ್ರೀಯ ದಿನ xyxy=(786,264,904,275)
sidebar-title: ಆಗಸ್ಟ್ 2025ರಲ್ಲಿ ಪ್ರಮುಖ ದಿನಗಳು xyxy=(708,81,932,103)
article1-column-4b: ಮಹಾವಿದ್ಯಾಲಯದ ಪ್ರಾಂಶುಪಾಲರಾದ ಡಾ.ಎಂ.ಎಲ್.ಹರೇಂದ್ರಕುಮಾರ್, ಶ್ರೀದೇವಿ ಆಸ್ಪತ್ರೆಯ ವೈದ್ಯಕೀಯ ಅಧೀಕ್ಷಕರಾದ ಡಾ.ಕೆ.ಮೋಹನ್‌ಕುಮಾರ್, ಶ್ರೀದೇವಿ ನರ್ಸಿಂಗ್ ಕಾಲೇಜಿನ ಪ್ರಾಂಶುಪಾಲರಾದ ಪ್ರೊ.ಆರ್.ಕೆ.ಮುನಿಸ್ವಾಮಿ, ಶ್ರೀರಮಣ ಮಹರ್ಷಿ ನರ್ಸಿಂಗ್ ಕಾಲೇಜಿನ ಪ್ರಾಂಶುಪಾಲರಾದ ಪ್ರೊ.ಎಸ್.ಉಷಾ, ಹಿರಿಯ ವೈದ್ಯರು, ನರ್ಸಿಂಗ್ ವಿದ್ಯಾರ್ಥಿಗಳು ಮುಂತಾದವರು ಉಪಸ್ಥಿತರಿದ್ದರು. ಆಶಾ ಕಾರ್ಯಕರ್ತೆಯರು, ತಾಯಂದಿರು ಕಾರ್ಯಕ್ರಮದ ಪ್ರಯೋಜನ ಪಡೆದರು. ಧನ್ಯವಾದ ಸಮರ್ಪಣೆಯೊಂದಿಗೆ ಕಾರ್ಯಕ್ರಮ ಮುಕ್ತಾಯಗೊಂಡಿತು. xyxy=(537,256,701,369)
khokho-stage-photo xyxy=(636,874,940,978)
day-date: ಆಗಸ್ಟ್ 3 xyxy=(708,172,734,183)
day-date: ಆಗಸ್ಟ್ 12 xyxy=(708,330,738,341)
day-label: ಅಂತರರಾಷ್ಟ್ರೀಯ ನಾಯಿ ದಿನ xyxy=(807,642,883,653)
sidebar-day-row xyxy=(708,503,932,514)
krishi-headline: ಕೃಷಿ ಪ್ರಶಸ್ತಿಗೆ ಆನ್‌ಲೈನ್ ಅರ್ಜಿ ಆಹ್ವಾನ xyxy=(540,1206,876,1236)
sidebar-day-row xyxy=(708,656,932,667)
sidebar-day-row xyxy=(708,722,932,733)
day-date: ಆಗಸ್ಟ್ 17 xyxy=(708,449,738,460)
day-date: ಆಗಸ್ಟ್ 17 xyxy=(708,462,738,473)
day-label: ಇಂಡೋನೇಷ್ಯಾದ ಸ್ವಾತಂತ್ರ್ಯ ದಿನಾಚರಣೆ xyxy=(793,449,897,460)
jatra-headline-line2: ಹಾಗೂ ಶ್ರೀ ಬಿದಿರಾಂಬಿಕ ದೇವಿಯ ಜಾತ್ರಾ ಮಹೋತ್ಸವ xyxy=(65,1118,419,1142)
day-date: ಆಗಸ್ಟ್ 23 xyxy=(708,568,738,579)
day-label: ವಿಶ್ವ ಮಾನವೀಯ ದಿನ xyxy=(815,502,875,513)
day-date: ಆಗಸ್ಟ್ 8 xyxy=(708,238,734,249)
day-label: ಗಣೇಶ ಚತುರ್ಥಿ xyxy=(823,682,867,693)
khokho-column-2: ಭಾಗವಹಿಸಿ ಬಹುಮಾನ ಪಡೆದಿದ್ದಾರೆ. ಈಗ ಎಲ್ಲಾ ಅನುಕೂಲಗಳಿದ್ದರೂ ಇಂದಿನವರಲ್ಲಿ ಕ್ರೀಡಾಸಕ್ತಿ ಕಡಿಮೆಯಾಗುತ್ತಿದೆ. ಶಾಲಾ ಹಂತದಿಂದಲೇ ಕ್ರೀಡಾಪಟುಗಳು ತಯಾರಾಗಬೇಕು ಎಂದು ಹೇಳಿದರು. ಸ್ಮಾರ್ಟ್ ಸಿಟಿ ಲಿಮಿಟೆಡ್‌ನಿಂದ ಈ ಮೈದಾನದಲ್ಲಿ ಸುಮಾರು 15 ಕ್ರೀಡೆಗಳ ಅಭ್ಯಾಸ, ಪಂದ್ಯಾವಳಿಗೆ ಅಂಕಣಗಳು ಇವೆ. ಕ್ರೀಡಾಪಟುಗಳು ಮೈದಾನ ಹಾಳು ಮಾಡುವುದು, ಶೌಚಾಲಯದ xyxy=(636,982,783,1072)
jatra-headline-line1: ಆ.09 ರಿಂದ ಮತ್ತಿಹಳ್ಳಿ ಗ್ರಾಮದ ಶ್ರೀ ವೀರಭದ್ರೇಶ್ವರಸ್ವಾಮಿ xyxy=(55,1093,429,1116)
day-label: ಅಫ್ಘಾನಿಸ್ತಾನ ಸ್ವಾತಂತ್ರ್ಯ ದಿನಾಚರಣೆ xyxy=(799,476,891,487)
day-date: ಆಗಸ್ಟ್ 31 xyxy=(708,722,738,733)
sidebar-day-row xyxy=(708,542,932,553)
day-date: ಆಗಸ್ಟ್ 29 xyxy=(708,695,738,706)
sidebar-day-row xyxy=(708,357,932,368)
day-label: ಭಾರತೀಯ ಅಕ್ಷಯ ಊರ್ಜಾ ದಿನ xyxy=(800,555,890,566)
sidebar-day-list xyxy=(708,106,932,733)
sidebar-day-row xyxy=(708,384,932,395)
day-date: ಆಗಸ್ಟ್ 26 xyxy=(708,642,738,653)
day-label: ಯೂಮ್-ಎ-ಆಜಾದಿ (ಪಾಕಿಸ್ತಾನ ಸ್ವಾತಂತ್ರ್ಯ ದಿನ) xyxy=(780,383,910,394)
khokho-article xyxy=(478,820,938,1242)
day-label: ವಿಶ್ವ ಶ್ವಾಸಕೋಶ ಕ್ಯಾನ್ಸರ್ ದಿನ xyxy=(804,119,886,130)
sidebar-day-row xyxy=(708,212,932,223)
sidebar-day-row xyxy=(708,172,932,183)
sidebar-day-row xyxy=(708,344,932,355)
breastfeeding-event-photo xyxy=(232,124,520,252)
sidebar-day-row xyxy=(708,265,932,276)
sidebar-day-row xyxy=(708,397,932,408)
masthead xyxy=(8,36,937,72)
day-date: ಆಗಸ್ಟ್ 16 xyxy=(708,436,738,447)
day-label: ಸ್ಟಾಲಿನಿಸಂ ಮತ್ತು ನಾಜಿಸಂ ಬಲಿಪಶುಗಳಿಗೆ ಯುರೋಪಿಯನ್ ಸ್ಮರಣಾರ್ಥ ದಿನ xyxy=(765,592,925,614)
day-date: ಆಗಸ್ಟ್ 23 xyxy=(708,616,738,627)
sidebar-day-row xyxy=(708,489,932,500)
sidebar-day-row xyxy=(708,106,932,117)
sidebar-day-row xyxy=(708,291,932,302)
newspaper-logo xyxy=(16,44,125,64)
day-label: ಯಾರ್ಕ್‌ಷೈರ್ ದಿನ xyxy=(819,106,871,116)
khokho-headline: ಪ್ರೌಢಶಾಲಾ ವಿದ್ಯಾರ್ಥಿಗಳ ಖೋ ಖೋ ಪಂದ್ಯಾವಳಿ xyxy=(544,820,872,843)
day-date: ಆಗಸ್ಟ್ 1 xyxy=(708,132,734,143)
sidebar-day-row xyxy=(708,616,932,627)
day-label: ಸಣ್ಣ ಕೈಗಾರಿಕಾ ದಿನ xyxy=(819,708,871,719)
sidebar-day-row xyxy=(708,132,932,143)
